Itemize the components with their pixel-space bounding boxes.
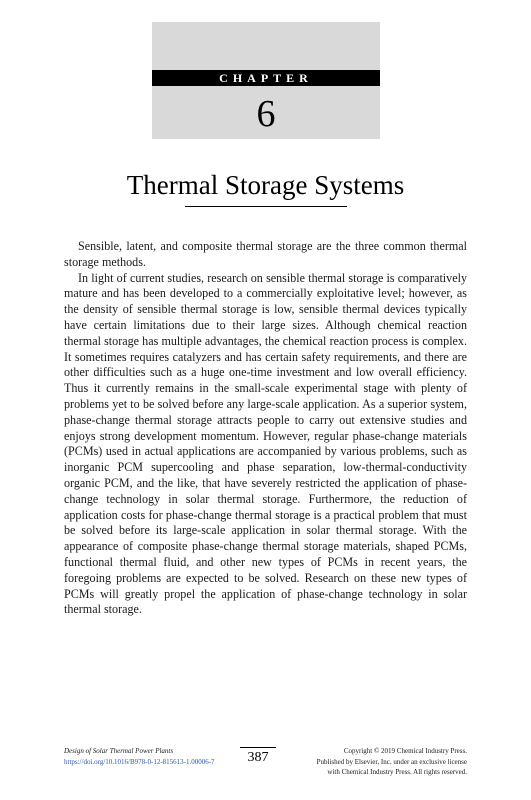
body-text xyxy=(64,239,467,618)
book-title: Design of Solar Thermal Power Plants xyxy=(64,747,174,755)
page-title: Thermal Storage Systems xyxy=(126,170,405,200)
copyright-line: with Chemical Industry Press. All rights reserved. xyxy=(327,768,467,776)
page-number: 387 xyxy=(247,750,269,765)
paragraph: Sensible, latent, and composite thermal storage are the three common thermal storage methods. xyxy=(64,239,467,269)
title-divider xyxy=(185,206,347,207)
footer-citation xyxy=(64,746,215,768)
copyright-line: Copyright © 2019 Chemical Industry Press. xyxy=(343,747,467,755)
page-number-divider xyxy=(240,747,276,748)
doi-link[interactable]: https://doi.org/10.1016/B978-0-12-815613-1.00006-7 xyxy=(64,758,215,766)
copyright-line: Published by Elsevier, Inc. under an exclusive license xyxy=(316,757,467,766)
chapter-label: CHAPTER xyxy=(152,70,380,86)
chapter-number: 6 xyxy=(256,93,276,135)
paragraph: In light of current studies, research on sensible thermal storage is comparatively mature and has been developed to a commercially exploitative level; however, as the density of sensible thermal storage is low, sensible thermal devices typically have certain limitations due to their large sizes. Although chemical reaction thermal storage has multiple advantages, the chemical reaction process is complex. It sometimes requires catalyzers and has certain safety requirements, and there are other difficulties such as a huge one-time investment and low overall efficiency. Thus it currently remains in the small-scale experimental stage with plenty of problems yet to be solved before any large-scale application. As a superior system, phase-change thermal storage attracts people to carry out extensive studies and enjoys strong development momentum. However, regular phase-change materials (PCMs) used in actual applications are accompanied by various problems, such as inorganic PCM supercooling and phase separation, low-thermal-conductivity organic PCM, and the like, that have severely restricted the application of phase-change technology in solar thermal storage. Furthermore, the reduction of application costs for phase-change thermal storage is a practical problem that must be solved before its large-scale application in solar thermal storage. With the appearance of composite phase-change thermal storage materials, shaped PCMs, functional thermal fluid, and other new types of PCMs in recent years, the foregoing problems are expected to be solved. Research on these new types of PCMs will greatly propel the application of phase-change technology in solar thermal storage. xyxy=(64,270,467,617)
footer-copyright xyxy=(317,746,467,778)
